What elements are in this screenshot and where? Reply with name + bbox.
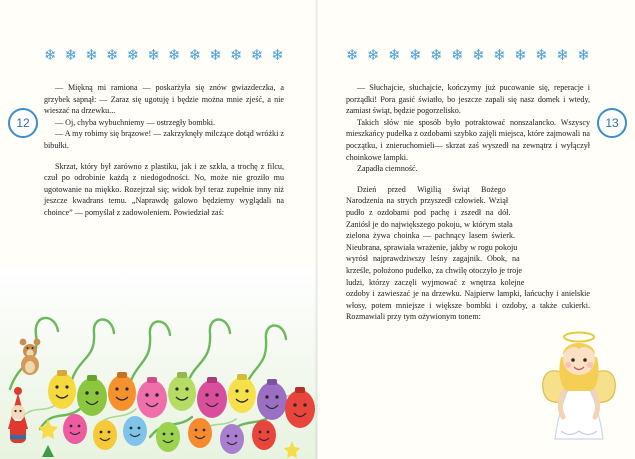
snowflake-icon: ❄ — [472, 45, 485, 64]
snowflake-icon: ❄ — [346, 45, 359, 64]
snowflake-icon: ❄ — [44, 45, 57, 64]
snowflake-icon: ❄ — [493, 45, 506, 64]
snowflake-icon: ❄ — [430, 45, 443, 64]
snowflake-icon: ❄ — [250, 45, 264, 64]
snowflake-icon: ❄ — [85, 45, 98, 64]
paragraph: Skrzat, który był zarówno z plastiku, jak i ze szkła, a trochę z filcu, czuł po odrobinie każdą z niedogodności. No, może nie groziło mu ugotowanie na miękko. Rozejrzał się; widok był teraz zupełnie inny niż jeszcze kwadrans temu. „Naprawdę galowo będziemy wyglądali na choince” — pomyślał z zadowoleniem. Powiedział zaś: — [44, 161, 284, 217]
page-number-left: 12 — [8, 108, 38, 138]
snowflake-icon: ❄ — [230, 45, 243, 64]
paragraph: — A my robimy się brązowe! — zakrzyknęły milczące dotąd wróżki z bibułki. — [44, 129, 284, 150]
angel-ornament-illustration — [527, 313, 631, 453]
left-page-text — [44, 82, 284, 219]
snowflake-icon: ❄ — [209, 45, 222, 64]
snowflake-icon: ❄ — [409, 45, 422, 64]
snowflake-icon: ❄ — [188, 45, 202, 64]
snowflake-icon: ❄ — [168, 45, 181, 64]
snowflake-border-right — [346, 44, 590, 66]
ornaments-svg — [0, 269, 317, 459]
paragraph: — Oj, chyba wybuchniemy — ostrzegły bombki. — [55, 117, 216, 127]
right-page-text — [346, 82, 590, 323]
paragraph: — Słuchajcie, słuchajcie, kończymy już pucowanie się, reperacje i porządki! Pora gasić światło, bo jeszcze zapali się nasz domek i wtedy, zamiast świąt, będzie pogorzelisko. — [346, 83, 590, 116]
paragraph: — Miękną mi ramiona — poskarżyła się znów gwiazdeczka, a grzybek sapnął: — Zaraz się ugotuję i będzie można mnie zjeść, a nie wieszać na drzewku... — [44, 83, 284, 116]
snowflake-icon: ❄ — [271, 45, 284, 64]
snowflake-icon: ❄ — [556, 45, 569, 64]
snowflake-icon: ❄ — [106, 45, 119, 64]
snowflake-icon: ❄ — [147, 45, 160, 64]
snowflake-border-left — [44, 44, 284, 66]
snowflake-icon: ❄ — [514, 45, 527, 64]
right-page — [318, 0, 635, 459]
page-number-right: 13 — [597, 108, 627, 138]
paragraph: Dzień przed Wigilią świąt Bożego Narodzenia na strych przyszedł człowiek. Wziął pudło z ozdobami pod pachę i zszedł na dół. Zaniósł je do największego pokoju, w którym stała zielona żywa choinka — pachnący lasem świerk. Nieubrana, sprawiała wrażenie, jakby w rogu pokoju wyrósł najprawdziwszy leśny zagajnik. Obok, na krześle, położono pudełko, za chwilę otoczyło je troje ludzi, którzy zaczęli wyjmować z wnętrza kolejne ozdoby i zawieszać je na drzewku. Najpierw lampki, łańcuchy i anielskie włosy, potem mniejsze i większe bombki i ozdoby, a także cukierki. Rozmawiali przy tym ożywionym tonem: — [346, 184, 590, 322]
paragraph: Zapadła ciemność. — [357, 164, 418, 174]
left-page — [0, 0, 317, 459]
angel-svg — [527, 313, 631, 453]
snowflake-icon: ❄ — [126, 45, 140, 64]
snowflake-icon: ❄ — [535, 45, 548, 64]
snowflake-icon: ❄ — [388, 45, 401, 64]
snowflake-icon: ❄ — [64, 45, 78, 64]
snowflake-icon: ❄ — [451, 45, 464, 64]
christmas-ornaments-illustration — [0, 269, 317, 459]
snowflake-icon: ❄ — [367, 45, 380, 64]
snowflake-icon: ❄ — [577, 45, 590, 64]
paragraph: Takich słów nie sposób było potraktować nonszalancko. Wszyscy mieszkańcy pudełka z ozdobami szybko zajęli miejsca, które zajmowali na początku, i znieruchomieli— skrzat zaś wyszedł na zewnątrz i wyłączył choinkowe lampki. — [346, 117, 590, 162]
